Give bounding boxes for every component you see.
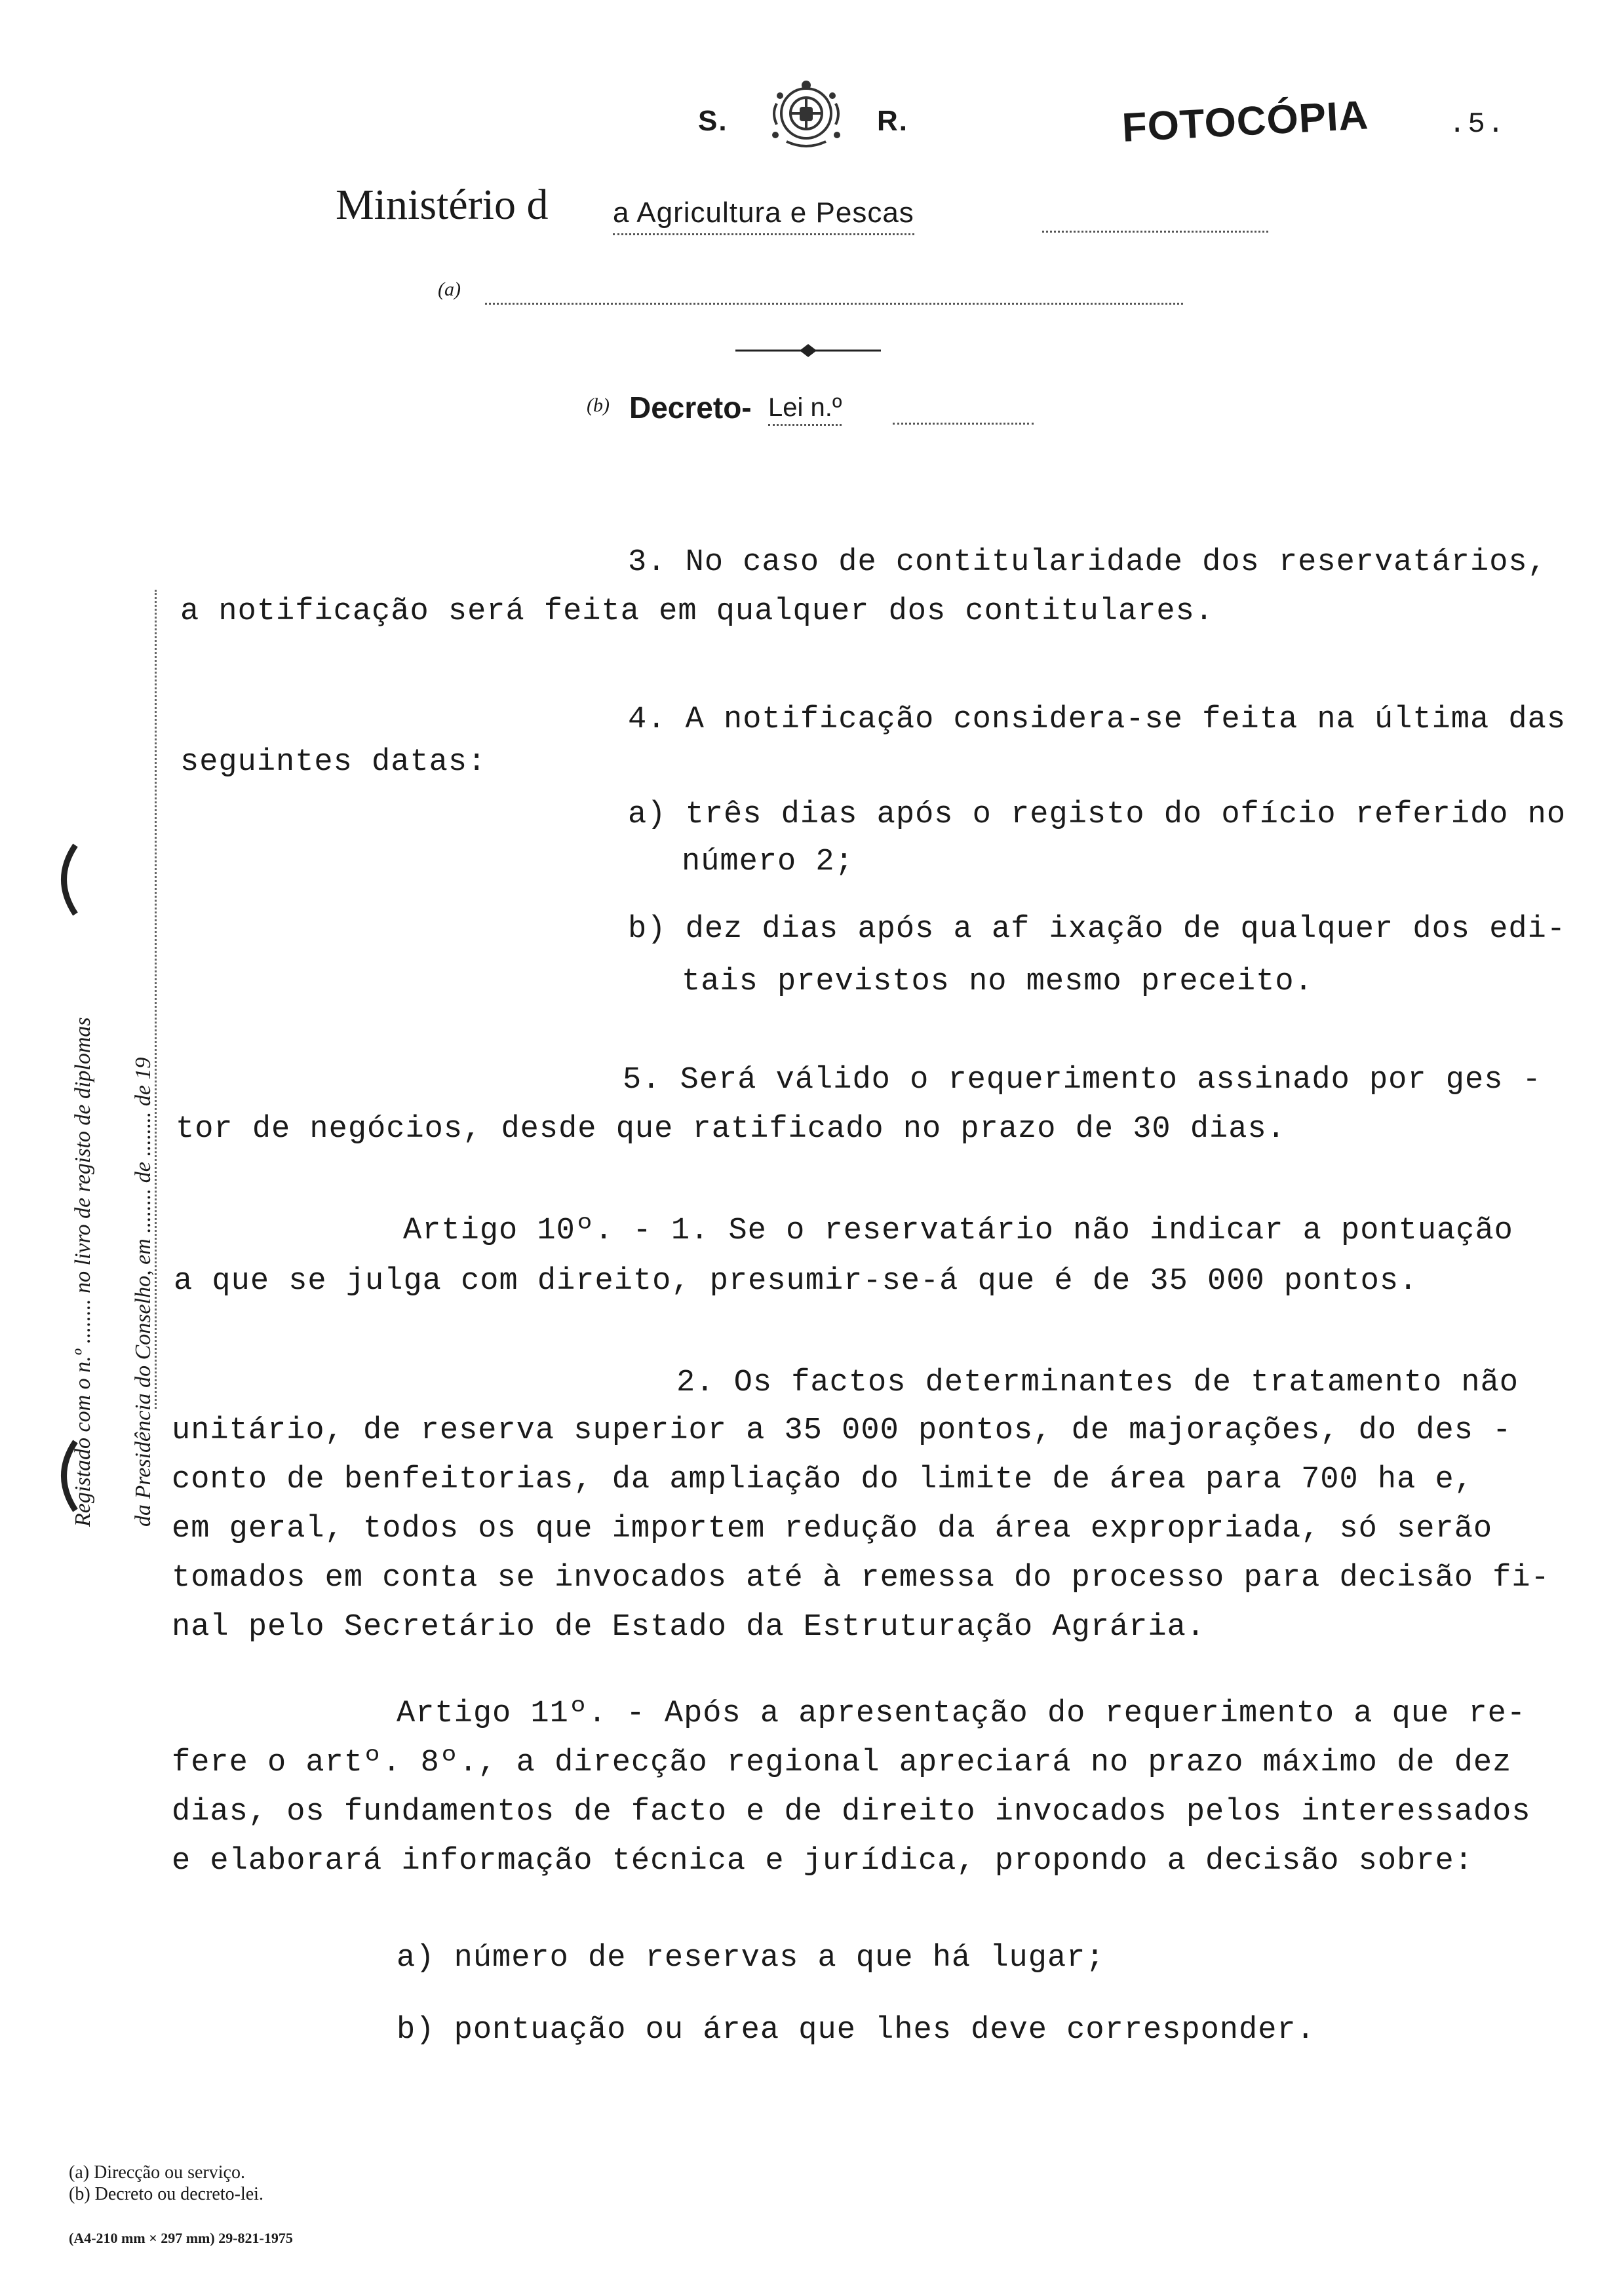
article-11-item-a: a) número de reservas a que há lugar;: [397, 1941, 1105, 1976]
paragraph-3-line-2: a notificação será feita em qualquer dos contitulares.: [180, 594, 1215, 629]
letter-r: R.: [877, 105, 908, 137]
article-10-paragraph-2-line-5: tomados em conta se invocados até à remessa do processo para decisão fi-: [172, 1561, 1550, 1596]
article-10-paragraph-2-line-3: conto de benfeitorias, da ampliação do limite de área para 700 ha e,: [172, 1463, 1473, 1497]
decree-label: Decreto-: [629, 391, 752, 425]
article-10-line-1: Artigo 10º. - 1. Se o reservatário não indicar a pontuação: [403, 1214, 1513, 1248]
service-dotted-line: [485, 303, 1183, 305]
item-a-line-1: a) três dias após o registo do ofício referido no: [628, 797, 1566, 832]
item-b-line-1: b) dez dias após a af ixação de qualquer dos edi-: [628, 912, 1566, 947]
registry-text-1: Registado com o n.º ........ no livro de registo de diplomas: [71, 1017, 95, 1527]
article-10-line-2: a que se julga com direito, presumir-se-á que é de 35 000 pontos.: [174, 1264, 1418, 1299]
fotocopia-stamp: FOTOCÓPIA: [1121, 92, 1370, 151]
ministry-name: a Agricultura e Pescas: [613, 197, 914, 235]
footnote-b: (b) Decreto ou decreto-lei.: [69, 2184, 263, 2204]
ministry-prefix: Ministério d: [336, 181, 549, 229]
article-11-line-3: dias, os fundamentos de facto e de direito invocados pelos interessados: [172, 1795, 1531, 1829]
label-b: (b): [587, 394, 610, 416]
article-10-paragraph-2-line-4: em geral, todos os que importem redução da área expropriada, só serão: [172, 1512, 1493, 1546]
decree-suffix: Lei n.º: [768, 393, 842, 426]
item-b-line-2: tais previstos no mesmo preceito.: [682, 965, 1313, 999]
footnote-a: (a) Direcção ou serviço.: [69, 2162, 245, 2183]
paragraph-3-line-1: 3. No caso de contitularidade dos reservatários,: [628, 545, 1547, 580]
registry-text-2: da Presidência do Conselho, em ........ de ........ de 19: [131, 1057, 155, 1527]
page-number: .5.: [1449, 108, 1507, 141]
article-10-paragraph-2-line-2: unitário, de reserva superior a 35 000 pontos, de majorações, do des -: [172, 1413, 1512, 1448]
divider-ornament: [735, 341, 881, 360]
article-10-paragraph-2-line-6: nal pelo Secretário de Estado da Estruturação Agrária.: [172, 1610, 1206, 1645]
form-code: (A4-210 mm × 297 mm) 29-821-1975: [69, 2230, 293, 2246]
ministry-dotted-line: [1042, 231, 1268, 233]
article-11-item-b: b) pontuação ou área que lhes deve corresponder.: [397, 2013, 1315, 2048]
margin-fold-line: [155, 590, 157, 1409]
paragraph-4-line-2: seguintes datas:: [180, 745, 487, 780]
item-a-line-2: número 2;: [682, 845, 854, 879]
coat-of-arms-emblem: [764, 77, 849, 153]
decree-number-dotted-line: [893, 423, 1034, 425]
paragraph-5-line-2: tor de negócios, desde que ratificado no prazo de 30 dias.: [176, 1112, 1286, 1147]
paragraph-5-line-1: 5. Será válido o requerimento assinado por ges -: [623, 1063, 1542, 1098]
article-11-line-4: e elaborará informação técnica e jurídica, propondo a decisão sobre:: [172, 1844, 1473, 1879]
margin-registry-line-2: [131, 609, 156, 1527]
margin-registry-line-1: [71, 609, 96, 1527]
letter-s: S.: [698, 105, 728, 137]
label-a: (a): [438, 278, 461, 300]
paragraph-4-line-1: 4. A notificação considera-se feita na última das: [628, 702, 1566, 737]
article-10-paragraph-2-line-1: 2. Os factos determinantes de tratamento não: [676, 1366, 1519, 1400]
article-11-line-1: Artigo 11º. - Após a apresentação do requerimento a que re-: [397, 1696, 1527, 1731]
article-11-line-2: fere o artº. 8º., a direcção regional apreciará no prazo máximo de dez: [172, 1746, 1512, 1780]
